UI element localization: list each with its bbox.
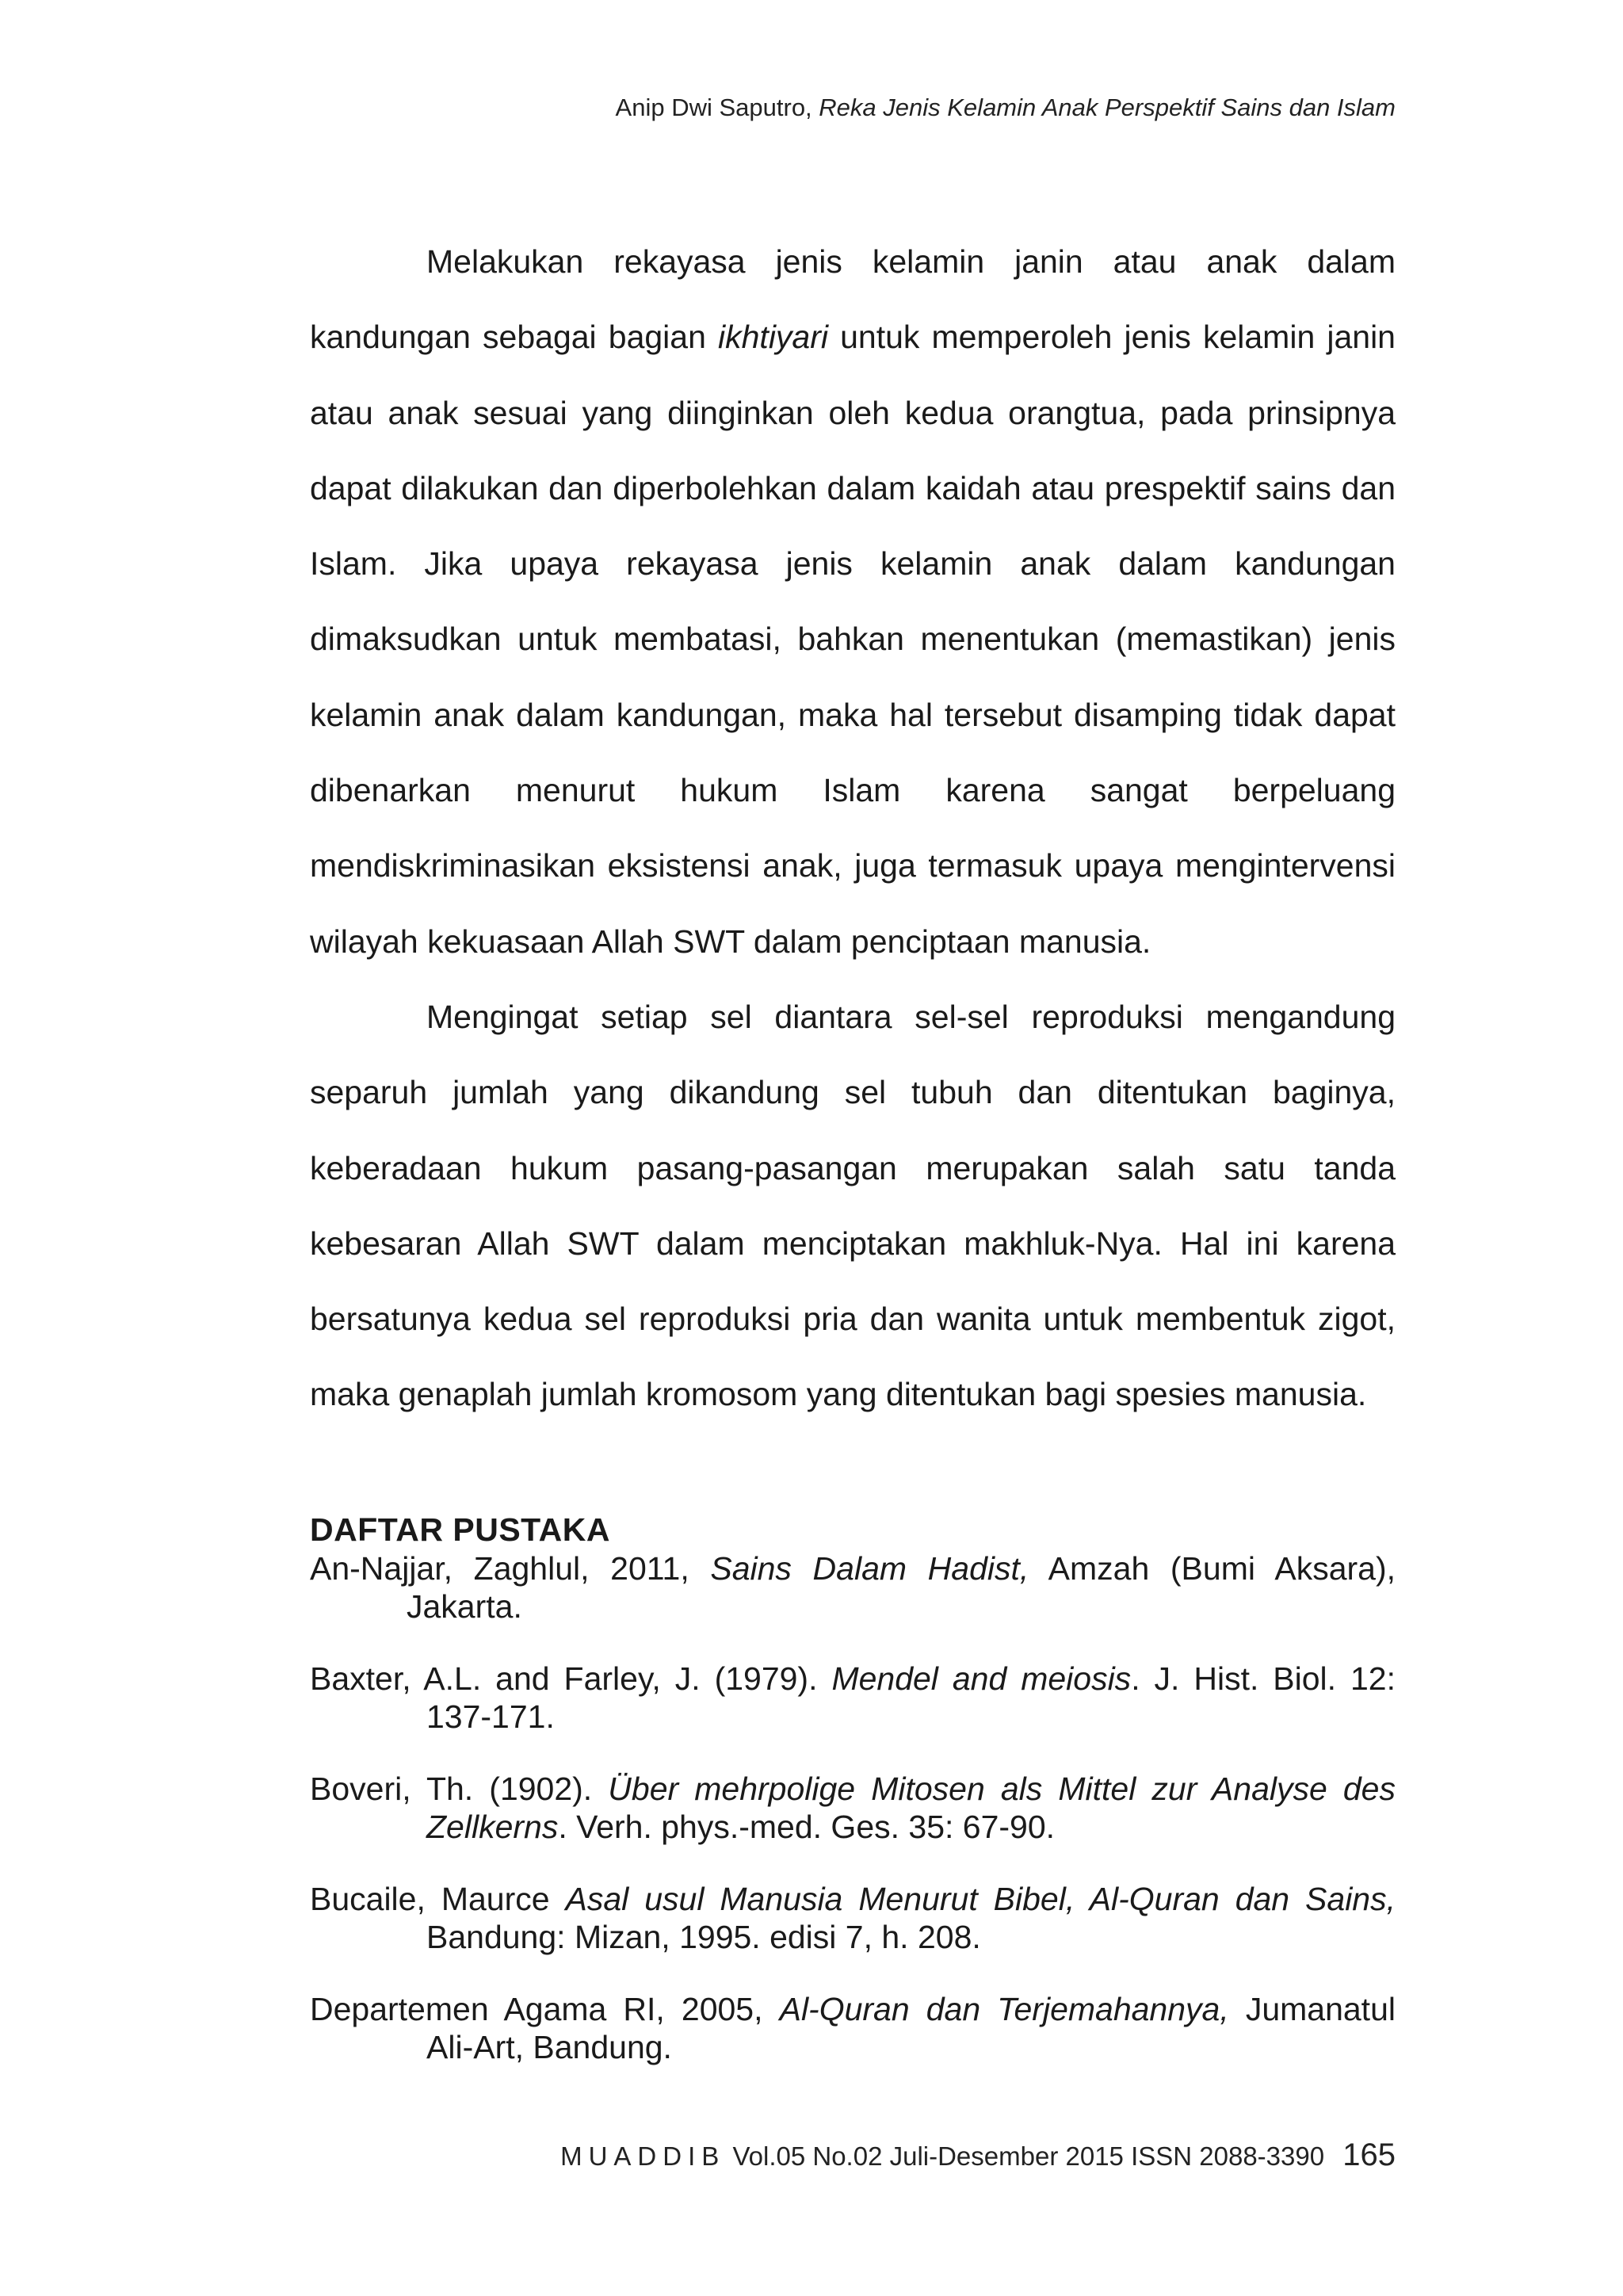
reference-title: Al-Quran dan Terjemahannya, xyxy=(779,1991,1229,2027)
reference-author: Departemen Agama RI, 2005, xyxy=(310,1991,780,2027)
paragraph-1 xyxy=(310,224,1396,980)
reference-title: Über mehrpolige Mitosen als Mittel zur Analyse des Zellkerns xyxy=(426,1771,1396,1845)
reference-item xyxy=(310,1990,1396,2066)
reference-publisher: . Verh. phys.-med. Ges. 35: 67-90. xyxy=(558,1809,1056,1845)
body-text xyxy=(310,224,1396,1433)
reference-title: Sains Dalam Hadist, xyxy=(710,1550,1029,1587)
journal-name: MUADDIB xyxy=(560,2141,726,2171)
running-footer xyxy=(560,2137,1396,2173)
reference-author: Baxter, A.L. and Farley, J. (1979). xyxy=(310,1660,832,1697)
reference-publisher: . J. Hist. Biol. 12: 137-171. xyxy=(426,1660,1396,1735)
paragraph-1-emphasis: ikhtiyari xyxy=(718,319,828,356)
references-section xyxy=(310,1510,1396,2100)
reference-title: Mendel and meiosis xyxy=(831,1660,1132,1697)
header-author: Anip Dwi Saputro, xyxy=(615,94,812,121)
reference-publisher: Bandung: Mizan, 1995. edisi 7, h. 208. xyxy=(426,1919,981,1955)
references-heading: DAFTAR PUSTAKA xyxy=(310,1511,611,1548)
reference-publisher: Jumanatul Ali-Art, Bandung. xyxy=(426,1991,1396,2065)
reference-author: Boveri, Th. (1902). xyxy=(310,1771,609,1807)
reference-author: Bucaile, Maurce xyxy=(310,1881,566,1917)
reference-item xyxy=(310,1549,1396,1626)
reference-item xyxy=(310,1660,1396,1736)
reference-item xyxy=(310,1770,1396,1846)
page-number: 165 xyxy=(1342,2137,1396,2172)
issue-info: Vol.05 No.02 Juli-Desember 2015 ISSN 2088-3390 xyxy=(732,2141,1325,2171)
reference-author: An-Najjar, Zaghlul, 2011, xyxy=(310,1550,711,1587)
paragraph-1-part-a: Melakukan rekayasa jenis kelamin janin atau anak dalam kandungan sebagai bagian xyxy=(310,243,1396,356)
paragraph-2: Mengingat setiap sel diantara sel-sel reproduksi mengandung separuh jumlah yang dikandung sel tubuh dan ditentukan baginya, keberadaan hukum pasang-pasangan merupakan salah satu tanda kebesaran Allah SWT dalam menciptakan makhluk-Nya. Hal ini karena bersatunya kedua sel reproduksi pria dan wanita untuk membentuk zigot, maka genaplah jumlah kromosom yang ditentukan bagi spesies manusia. xyxy=(310,998,1396,1413)
reference-publisher: Amzah (Bumi Aksara), Jakarta. xyxy=(407,1550,1396,1625)
reference-title: Asal usul Manusia Menurut Bibel, Al-Quran dan Sains, xyxy=(565,1881,1396,1917)
reference-item xyxy=(310,1880,1396,1956)
running-header xyxy=(616,94,1396,122)
paragraph-1-part-b: untuk memperoleh jenis kelamin janin atau anak sesuai yang diinginkan oleh kedua orangtua, pada prinsipnya dapat dilakukan dan diperbolehkan dalam kaidah atau prespektif sains dan Islam. Jika upaya rekayasa jenis kelamin anak dalam kandungan dimaksudkan untuk membatasi, bahkan menentukan (memastikan) jenis kelamin anak dalam kandungan, maka hal tersebut disamping tidak dapat dibenarkan menurut hukum Islam karena sangat berpeluang mendiskriminasikan eksistensi anak, juga termasuk upaya mengintervensi wilayah kekuasaan Allah SWT dalam penciptaan manusia. xyxy=(310,319,1396,960)
header-title: Reka Jenis Kelamin Anak Perspektif Sains dan Islam xyxy=(819,94,1396,121)
